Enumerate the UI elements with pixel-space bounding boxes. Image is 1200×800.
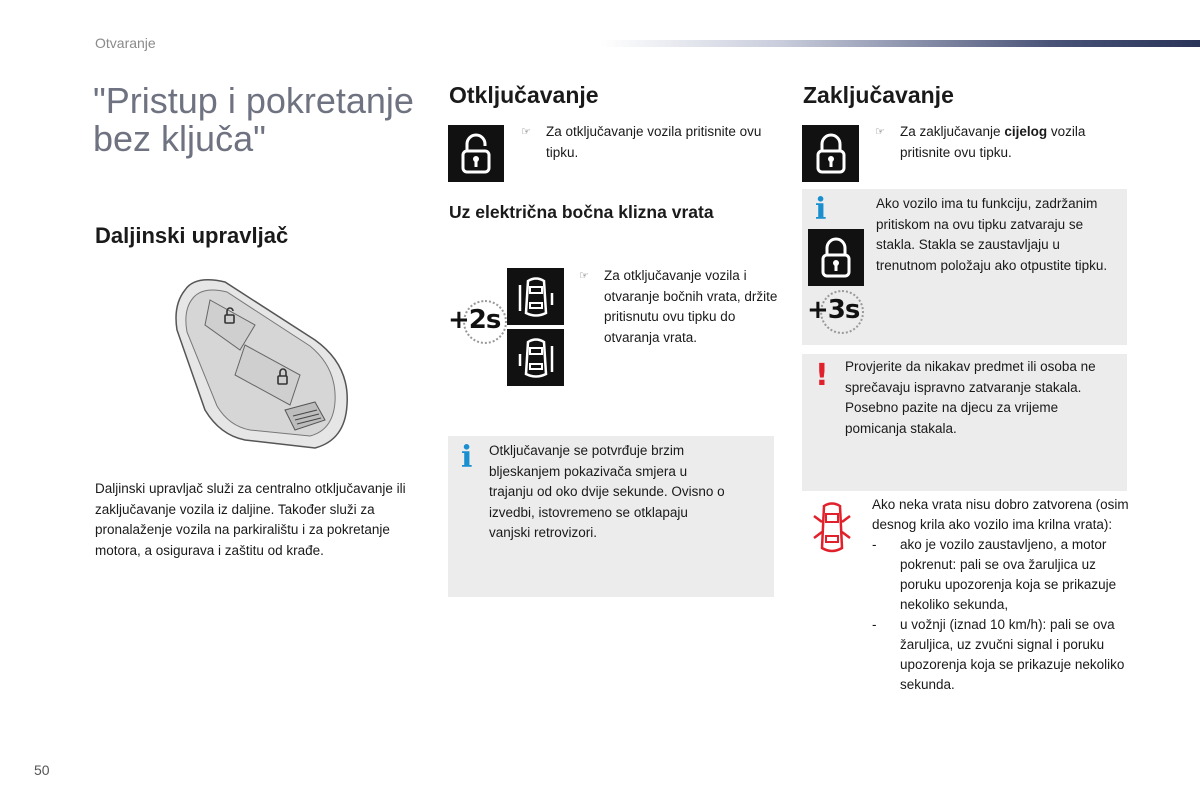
- warning-icon: !: [815, 358, 829, 393]
- info-icon: i: [461, 440, 473, 475]
- sliding-door-heading: Uz električna bočna klizna vrata: [449, 202, 714, 222]
- pointing-hand-icon: ☞: [579, 270, 589, 282]
- unlock-instruction-text: Za otključavanje vozila pritisnite ovu tipku.: [546, 124, 762, 160]
- key-fob-image: [165, 270, 360, 460]
- sliding-door-instruction: [579, 266, 779, 348]
- remote-description: Daljinski upravljač služi za centralno otključavanje ili zaključavanje vozila iz daljine. Također služi za pronalaženje vozila na parkiralištu i za pokretanje motora, a osigurava i zaštitu od krađe.: [95, 481, 406, 558]
- door-warning-intro: Ako neka vrata nisu dobro zatvorena (osim desnog krila ako vozilo ima krilna vrata):: [872, 497, 1129, 532]
- door-open-warning-icon: [812, 500, 852, 556]
- lock-heading: Zaključavanje: [803, 82, 954, 108]
- section-label: Otvaranje: [95, 35, 156, 51]
- sliding-door-instruction-text: Za otključavanje vozila i otvaranje bočnih vrata, držite pritisnutu ovu tipku do otvaranja vrata.: [604, 268, 778, 345]
- lock-warning-children: Posebno pazite na djecu za vrijeme pomicanja stakala.: [845, 400, 1059, 436]
- list-item-text: u vožnji (iznad 10 km/h): pali se ova žaruljica, uz zvučni signal i poruku upozorenja koja se prikazuje nekoliko sekunda.: [900, 617, 1125, 692]
- page-number: 50: [34, 762, 50, 778]
- lock-instruction: [875, 122, 1125, 163]
- list-item: [872, 535, 1137, 615]
- timer-badge-3s: +3s: [807, 295, 860, 325]
- list-item-text: ako je vozilo zaustavljeno, a motor pokrenut: pali se ova žaruljica uz poruku upozorenja koja se prikazuje nekoliko sekunda,: [900, 537, 1117, 612]
- pointing-hand-icon: ☞: [521, 126, 531, 138]
- sliding-door-icon: [507, 329, 564, 386]
- remote-heading: Daljinski upravljač: [95, 223, 289, 248]
- unlock-heading: Otključavanje: [449, 82, 599, 108]
- lock-instruction-text-end: vozila pritisnite ovu tipku.: [900, 124, 1086, 160]
- lock-info-text: Ako vozilo ima tu funkciju, zadržanim pritiskom na ovu tipku zatvaraju se stakla. Stakla se zaustavljaju u trenutnom položaju ako otpustite tipku.: [876, 196, 1108, 273]
- lock-warning-line: Provjerite da nikakav predmet ili osoba ne sprečavaju ispravno zatvaranje stakala.: [845, 359, 1096, 395]
- sliding-door-icon: [507, 268, 564, 325]
- timer-badge-2s: +2s: [448, 305, 501, 335]
- padlock-closed-icon: [808, 229, 864, 286]
- info-icon: i: [815, 192, 827, 227]
- padlock-open-icon: [448, 125, 504, 182]
- header-bar: [600, 40, 1200, 47]
- door-warning-list: [872, 495, 1137, 695]
- list-item: [872, 615, 1137, 695]
- unlock-instruction: [521, 122, 771, 163]
- lock-warning-text: [845, 357, 1115, 439]
- padlock-closed-icon: [802, 125, 859, 182]
- list-dash: -: [872, 617, 877, 632]
- list-dash: -: [872, 537, 877, 552]
- pointing-hand-icon: ☞: [875, 126, 885, 138]
- lock-instruction-emphasis: cijelog: [1004, 124, 1048, 139]
- unlock-info-text: Otključavanje se potvrđuje brzim bljeskanjem pokazivača smjera u trajanju od oko dvije sekunde. Ovisno o izvedbi, istovremeno se otklapaju vanjski retrovizori.: [489, 443, 725, 540]
- lock-instruction-text: Za zaključavanje: [900, 124, 1005, 139]
- page-title: "Pristup i pokretanje bez ključa": [93, 80, 414, 159]
